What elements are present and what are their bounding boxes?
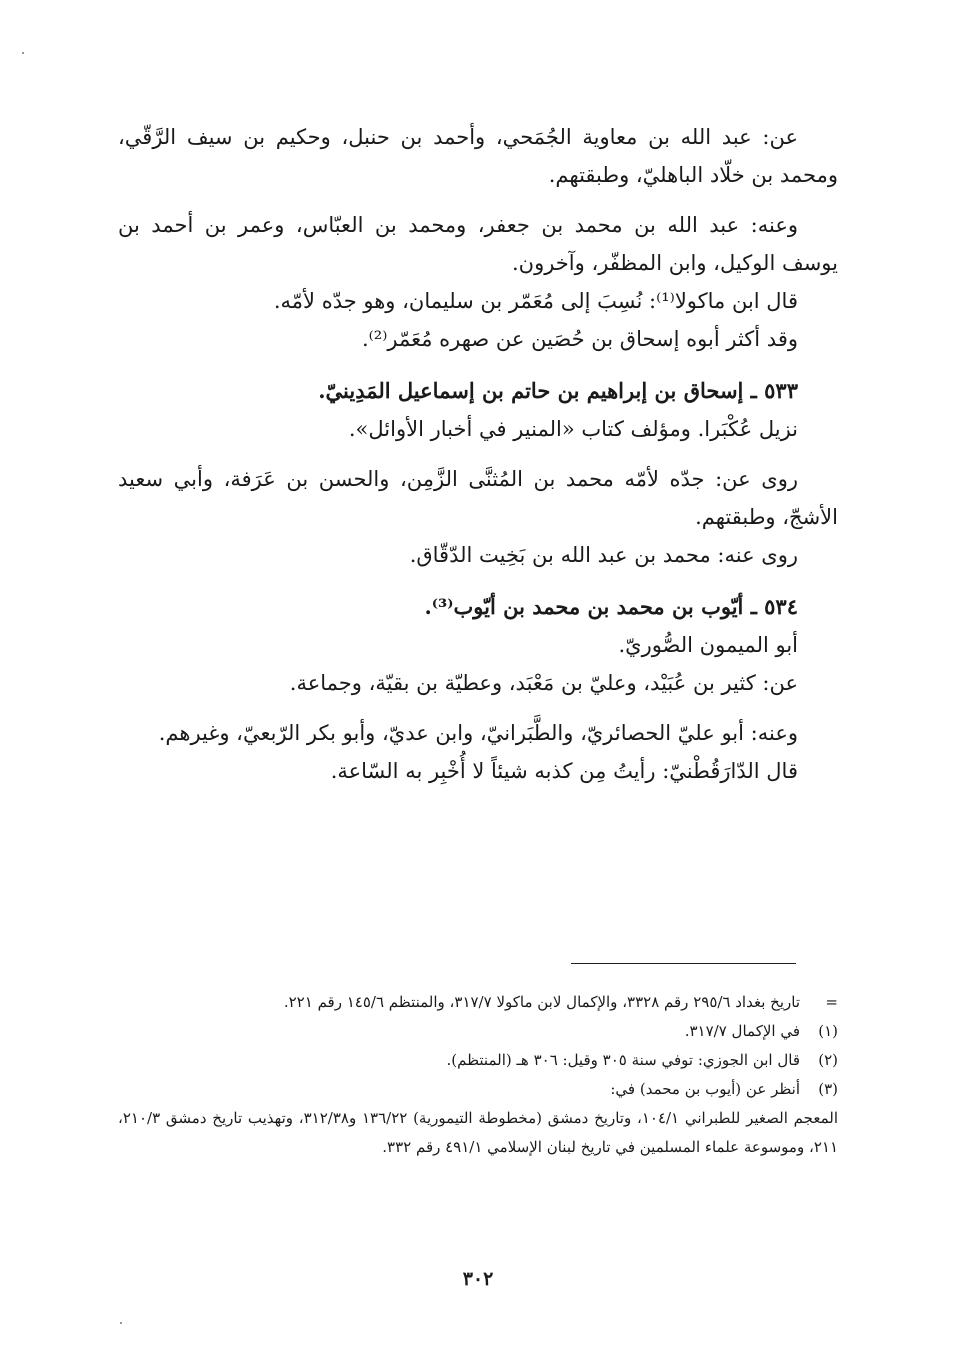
footnote-3 bbox=[118, 1075, 838, 1104]
footnote-1 bbox=[118, 1017, 838, 1046]
footnote-text: المعجم الصغير للطبراني ١٠٤/١، وتاريخ دمشق (مخطوطة التيمورية) ١٣٦/٢٢ و٣١٢/٣٨، وتهذيب تاريخ دمشق ٢١٠/٣، ٢١١، وموسوعة علماء المسلمين في تاريخ لبنان الإسلامي ٤٩١/١ رقم ٣٣٢. bbox=[118, 1109, 838, 1156]
footnote-text: في الإكمال ٣١٧/٧. bbox=[684, 1022, 800, 1040]
paragraph-kunya: أبو الميمون الصُّوريّ. bbox=[618, 633, 798, 657]
scan-speck bbox=[22, 52, 24, 54]
paragraph-ibn-makula: قال ابن ماكولا⁽¹⁾: نُسِبَ إلى مُعَمّر بن سليمان، وهو جدّه لأمّه. bbox=[273, 289, 798, 313]
paragraph-teachers-534: عن: كثير بن عُبَيْد، وعليّ بن مَعْبَد، وعطيّة بن بقيّة، وجماعة. bbox=[289, 671, 798, 695]
paragraph-narrated-by: روى عنه: محمد بن عبد الله بن بَخِيت الدّقّاق. bbox=[409, 543, 798, 567]
paragraph-teachers: عن: عبد الله بن معاوية الجُمَحي، وأحمد بن حنبل، وحكيم بن سيف الرَّقّي، ومحمد بن خلّاد الباهليّ، وطبقتهم. bbox=[118, 125, 838, 187]
main-text bbox=[118, 118, 838, 790]
footnotes bbox=[118, 988, 838, 1162]
footnote-marker: (٢) bbox=[818, 1051, 838, 1069]
footnote-2 bbox=[118, 1046, 838, 1075]
footnote-text: قال ابن الجوزي: توفي سنة ٣٠٥ وقيل: ٣٠٦ هـ (المنتظم). bbox=[446, 1051, 800, 1069]
page-number: ٣٠٢ bbox=[462, 1268, 494, 1290]
paragraph-father: وقد أكثر أبوه إسحاق بن حُصَين عن صهره مُعَمّر⁽²⁾. bbox=[361, 327, 798, 351]
entry-heading-533: ٥٣٣ ـ إسحاق بن إبراهيم بن حاتم بن إسماعيل المَدِينيّ. bbox=[318, 378, 798, 403]
entry-heading-534: ٥٣٤ ـ أيّوب بن محمد بن محمد بن أيّوب⁽³⁾. bbox=[424, 594, 798, 619]
paragraph-students: وعنه: عبد الله بن محمد بن جعفر، ومحمد بن العبّاس، وعمر بن أحمد بن يوسف الوكيل، وابن المظفّر، وآخرون. bbox=[118, 213, 838, 275]
paragraph-narrated-from: روى عن: جدّه لأمّه محمد بن المُثنَّى الزَّمِن، والحسن بن عَرَفة، وأبي سعيد الأشجّ، وطبقتهم. bbox=[118, 467, 838, 529]
footnote-marker: = bbox=[825, 993, 838, 1011]
footnote-divider bbox=[571, 963, 796, 964]
footnote-text: أنظر عن (أيوب بن محمد) في: bbox=[610, 1080, 800, 1098]
paragraph-resident: نزيل عُكْبَرا. ومؤلف كتاب «المنير في أخبار الأوائل». bbox=[348, 417, 798, 441]
footnote-text: تاريخ بغداد ٢٩٥/٦ رقم ٣٣٢٨، والإكمال لابن ماكولا ٣١٧/٧، والمنتظم ١٤٥/٦ رقم ٢٢١. bbox=[283, 993, 800, 1011]
footnote-continuation bbox=[118, 988, 838, 1017]
scan-speck bbox=[120, 1322, 122, 1324]
footnote-marker: (٣) bbox=[818, 1080, 838, 1098]
paragraph-daraqutni: قال الدّارَقُطْنيّ: رأيتُ مِن كذبه شيئاً لا أُخْبِر به السّاعة. bbox=[330, 759, 798, 783]
footnote-marker: (١) bbox=[818, 1022, 838, 1040]
paragraph-students-534: وعنه: أبو عليّ الحصائريّ، والطَّبَرانيّ، وابن عديّ، وأبو بكر الرّبعيّ، وغيرهم. bbox=[158, 721, 798, 745]
footnote-3-sources bbox=[118, 1104, 838, 1162]
